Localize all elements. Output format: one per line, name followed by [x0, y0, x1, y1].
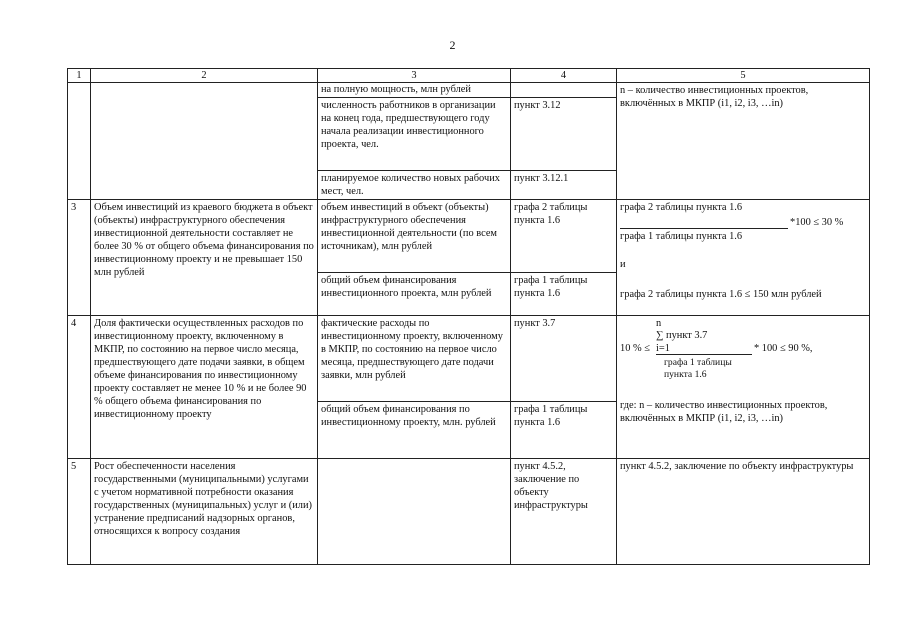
cont-source-a — [511, 83, 617, 98]
header-col-1: 1 — [68, 69, 91, 83]
row4-source-a: пункт 3.7 — [511, 316, 617, 402]
row4-formula-where: где: n – количество инвестиционных проектов, включённых в МКПР (i1, i2, i3, …in) — [620, 400, 828, 424]
row4-indicator-a: фактические расходы по инвестиционному проекту, включенному в МКПР, по состоянию на первое число месяца, предшествующего дате подачи заявки, млн рублей — [318, 316, 511, 402]
row3-formula-tail: *100 ≤ 30 % — [790, 217, 844, 228]
row4-formula-den1: графа 1 таблицы — [664, 357, 732, 368]
cont-source-c: пункт 3.12.1 — [511, 171, 617, 200]
row4-formula-n: n — [656, 318, 662, 329]
row3-formula-and: и — [620, 259, 626, 270]
table-row-3 — [68, 200, 870, 273]
page-number: 2 — [449, 38, 456, 52]
row5-criterion: Рост обеспеченности населения государственными (муниципальными) услугами с учетом нормативной потребности оказания государственных (муниципальных) услуг и (или) устранение предписаний надзорных органов, относящихся к вопросу создания — [91, 459, 318, 565]
row3-number: 3 — [68, 200, 91, 316]
criteria-table — [67, 68, 870, 565]
header-col-2: 2 — [91, 69, 318, 83]
row3-fraction-line — [620, 228, 788, 229]
cont-indicator-a: на полную мощность, млн рублей — [318, 83, 511, 98]
row4-indicator-b: общий объем финансирования по инвестиционному проекту, млн. рублей — [318, 402, 511, 459]
row4-formula-index: i=1 — [656, 343, 670, 354]
row3-indicator-b: общий объем финансирования инвестиционного проекта, млн рублей — [318, 273, 511, 316]
cont-indicator-c: планируемое количество новых рабочих мест, чел. — [318, 171, 511, 200]
table-row-continued — [68, 83, 870, 98]
row5-indicator — [318, 459, 511, 565]
header-col-3: 3 — [318, 69, 511, 83]
cont-source-b: пункт 3.12 — [511, 98, 617, 171]
row4-fraction-line — [656, 354, 752, 355]
table-row-4 — [68, 316, 870, 402]
header-row — [68, 69, 870, 83]
row4-formula — [617, 316, 870, 459]
row4-formula-den2: пункта 1.6 — [664, 369, 707, 380]
cont-num-cell — [68, 83, 91, 200]
row5-source: пункт 4.5.2, заключение по объекту инфраструктуры — [511, 459, 617, 565]
row4-source-b: графа 1 таблицы пункта 1.6 — [511, 402, 617, 459]
cont-criterion-cell — [91, 83, 318, 200]
row3-formula-numerator: графа 2 таблицы пункта 1.6 — [620, 202, 743, 213]
row3-formula-denominator: графа 1 таблицы пункта 1.6 — [620, 231, 743, 242]
row4-formula-sum: ∑ пункт 3.7 — [656, 330, 708, 341]
header-col-4: 4 — [511, 69, 617, 83]
row4-formula-right: * 100 ≤ 90 %, — [754, 343, 813, 354]
row5-formula: пункт 4.5.2, заключение по объекту инфраструктуры — [617, 459, 870, 565]
row4-number: 4 — [68, 316, 91, 459]
row3-criterion: Объем инвестиций из краевого бюджета в объект (объекты) инфраструктурного обеспечения инвестиционной деятельности составляет не более 30 % от общего объема финансирования по инвестиционному проекту и не превышает 150 млн рублей — [91, 200, 318, 316]
header-col-5: 5 — [617, 69, 870, 83]
table-row-5 — [68, 459, 870, 565]
row3-source-a: графа 2 таблицы пункта 1.6 — [511, 200, 617, 273]
cont-formula-note: n – количество инвестиционных проектов, включённых в МКПР (i1, i2, i3, …in) — [617, 83, 870, 200]
row5-number: 5 — [68, 459, 91, 565]
cont-indicator-b: численность работников в организации на конец года, предшествующего году начала реализации инвестиционного проекта, чел. — [318, 98, 511, 171]
row4-formula-left: 10 % ≤ — [620, 343, 650, 354]
row4-criterion: Доля фактически осуществленных расходов по инвестиционному проекту, включенному в МКПР, по состоянию на первое число месяца, предшествующего дате подачи заявки, в общем объеме финансирования по инвестиционному проекту составляет не менее 10 % и не более 90 % общего объема финансирования по инвестиционному проекту — [91, 316, 318, 459]
row3-formula — [617, 200, 870, 316]
row3-source-b: графа 1 таблицы пункта 1.6 — [511, 273, 617, 316]
row3-formula-limit: графа 2 таблицы пункта 1.6 ≤ 150 млн рублей — [620, 289, 822, 300]
row3-indicator-a: объем инвестиций в объект (объекты) инфраструктурного обеспечения инвестиционной деятельности (по всем источникам), млн рублей — [318, 200, 511, 273]
